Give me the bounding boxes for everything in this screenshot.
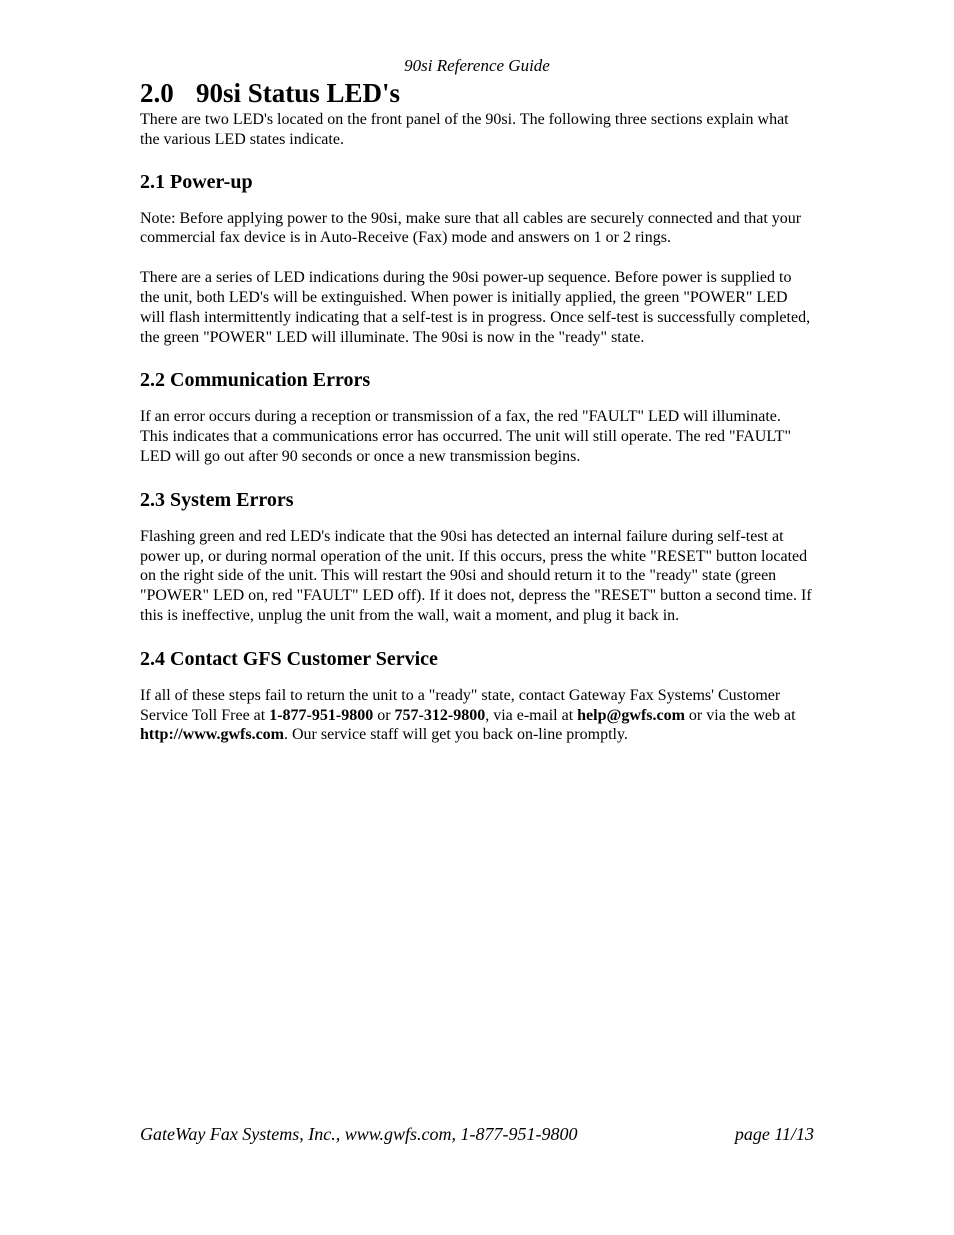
footer-company: GateWay Fax Systems, Inc., www.gwfs.com, 1-877-951-9800 <box>140 1124 578 1144</box>
communication-errors-text: If an error occurs during a reception or transmission of a fax, the red "FAULT" LED will illuminate. This indicates that a communications error has occurred. The unit will still operate. The red "FAULT" LED will go out after 90 seconds or once a new transmission begins. <box>140 408 791 465</box>
contact-text-part: , via e-mail at <box>485 706 578 724</box>
page-content <box>140 76 812 745</box>
contact-text-part: If all of these steps fail to return the unit to a "ready" state, contact Gateway Fax Systems' Customer Service Toll Free at <box>140 686 781 724</box>
section-heading-power-up: 2.1 Power-up <box>140 170 253 193</box>
section-heading-system-errors: 2.3 System Errors <box>140 488 294 511</box>
chapter-heading <box>140 76 812 110</box>
system-errors-text: Flashing green and red LED's indicate that the 90si has detected an internal failure during self-test at power up, or during normal operation of the unit. If this occurs, press the white "RESET" button located on the right side of the unit. This will restart the 90si and should return it to the "ready" state (green "POWER" LED on, red "FAULT" LED off). If it does not, depress the "RESET" button a second time. If this is ineffective, unplug the unit from the wall, wait a moment, and plug it back in. <box>140 527 812 624</box>
contact-text-part: or <box>373 706 395 724</box>
support-website: http://www.gwfs.com <box>140 726 284 744</box>
section-heading-communication-errors: 2.2 Communication Errors <box>140 369 371 392</box>
local-phone: 757-312-9800 <box>394 706 486 724</box>
toll-free-phone: 1-877-951-9800 <box>269 706 374 724</box>
chapter-title: 90si Status LED's <box>196 78 401 108</box>
page-footer <box>140 1122 814 1146</box>
chapter-number: 2.0 <box>140 78 174 108</box>
support-email: help@gwfs.com <box>577 706 685 724</box>
power-up-note: Note: Before applying power to the 90si, make sure that all cables are securely connected and that your commercial fax device is in Auto-Receive (Fax) mode and answers on 1 or 2 rings. <box>140 209 802 247</box>
contact-text-part: or via the web at <box>684 706 796 724</box>
section-heading-contact: 2.4 Contact GFS Customer Service <box>140 647 438 670</box>
chapter-intro: There are two LED's located on the front panel of the 90si. The following three sections explain what the various LED states indicate. <box>140 111 789 148</box>
footer-page-number: page 11/13 <box>734 1124 814 1144</box>
contact-text <box>140 686 812 745</box>
contact-text-part: . Our service staff will get you back on-line promptly. <box>284 726 628 744</box>
running-header: 90si Reference Guide <box>404 56 550 75</box>
power-up-sequence: There are a series of LED indications during the 90si power-up sequence. Before power is supplied to the unit, both LED's will be extinguished. When power is initially applied, the green "POWER" LED will flash intermittently indicating that a self-test is in progress. Once self-test is successfully completed, the green "POWER" LED will illuminate. The 90si is now in the "ready" state. <box>140 269 811 346</box>
